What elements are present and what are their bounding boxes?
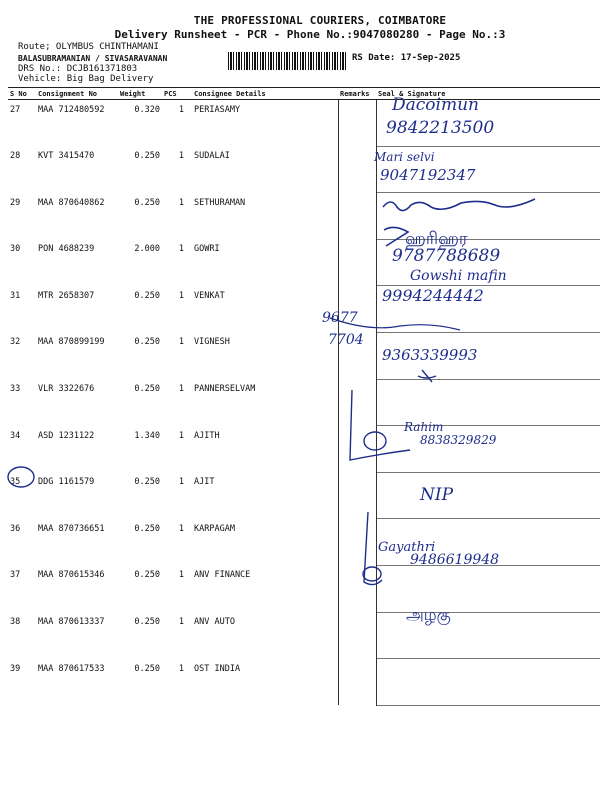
row-remarks [338, 426, 376, 473]
document-title: THE PROFESSIONAL COURIERS, COIMBATORE [193, 14, 447, 27]
signature-name-31: Gowshi mafin [410, 268, 507, 284]
row-pcs: 1 [178, 477, 184, 488]
row-sno: 39 [10, 663, 21, 674]
signature-phone-37: 9486619948 [410, 552, 500, 568]
row-weight: 0.250 [134, 290, 160, 301]
row-consignment-no: KVT 3415470 [38, 151, 95, 162]
row-consignee: VIGNESH [186, 332, 338, 379]
table-row [8, 100, 600, 147]
signature-phone-33: 9363339993 [382, 346, 478, 364]
signature-name-37: Gayathri [378, 540, 436, 555]
col-consignee: Consignee Details [186, 88, 338, 100]
table-row [8, 659, 600, 706]
row-consignment-no: MAA 870899199 [38, 337, 105, 348]
row-pcs: 1 [178, 523, 184, 534]
row-sno: 31 [10, 290, 21, 301]
row-consignment-no: MTR 2658307 [38, 290, 95, 301]
row-sno: 27 [10, 105, 21, 115]
drs-barcode [228, 52, 346, 70]
row-sno: 34 [10, 430, 21, 441]
row-sno: 30 [10, 244, 21, 255]
row-pcs: 1 [178, 197, 184, 208]
row-consignment-no: MAA 870640862 [38, 197, 105, 208]
row-sno: 28 [10, 151, 21, 162]
row-weight: 0.250 [134, 197, 160, 208]
table-row [8, 286, 600, 333]
row-remarks [338, 565, 376, 612]
signature-name-35: Rahim [404, 420, 444, 434]
row-consignee: ANV FINANCE [186, 565, 338, 612]
row-consignee: AJITH [186, 426, 338, 473]
table-row [8, 193, 600, 240]
col-consignment: Consignment No [36, 88, 118, 100]
row-sno: 38 [10, 617, 21, 628]
row-remarks [338, 100, 376, 147]
drs-number: DRS No.: DCJB161371803 [18, 64, 138, 74]
row-weight: 0.250 [134, 617, 160, 628]
signature-name-30: ஹரிஹர [405, 229, 468, 249]
row-weight: 0.250 [134, 523, 160, 534]
row-consignee: OST INDIA [186, 659, 338, 706]
table-row [8, 612, 600, 659]
signature-phone-32b: 7704 [328, 332, 364, 348]
row-sno: 35 [10, 477, 21, 488]
row-weight: 1.340 [134, 430, 160, 441]
signature-phone-28: 9047192347 [380, 166, 476, 184]
row-weight: 0.250 [134, 663, 160, 674]
table-row [8, 332, 600, 379]
row-consignment-no: MAA 870615346 [38, 570, 105, 581]
row-pcs: 1 [178, 617, 184, 628]
runsheet-rows [8, 100, 600, 706]
row-pcs: 1 [178, 290, 184, 301]
runsheet-subtitle: Delivery Runsheet - PCR - Phone No.:9047080280 - Page No.:3 [114, 28, 506, 41]
row-pcs: 1 [178, 151, 184, 162]
row-weight: 0.250 [134, 384, 160, 395]
row-consignment-no: DDG 1161579 [38, 477, 95, 488]
signature-phone-31: 9994244442 [382, 286, 484, 305]
table-row [8, 565, 600, 612]
col-pcs: PCS [162, 88, 186, 100]
row-consignment-no: ASD 1231122 [38, 430, 95, 441]
row-pcs: 1 [178, 430, 184, 441]
row-consignee: AJIT [186, 472, 338, 519]
row-remarks [338, 193, 376, 240]
row-pcs: 1 [178, 337, 184, 348]
row-consignee: GOWRI [186, 239, 338, 286]
col-sno: S No [8, 88, 36, 100]
col-weight: Weight [118, 88, 162, 100]
row-consignment-no: MAA 870617533 [38, 663, 105, 674]
row-consignee: PERIASAMY [186, 100, 338, 147]
signature-phone-35: 8838329829 [420, 433, 497, 447]
row-consignee: PANNERSELVAM [186, 379, 338, 426]
staff-names: BALASUBRAMANIAN / SIVASARAVANAN [18, 54, 168, 63]
signature-name-28: Mari selvi [374, 150, 435, 164]
row-seal-signature [376, 659, 600, 706]
row-remarks [338, 519, 376, 566]
table-row [8, 426, 600, 473]
table-row [8, 472, 600, 519]
row-pcs: 1 [178, 570, 184, 581]
row-sno: 36 [10, 523, 21, 534]
rs-date: RS Date: 17-Sep-2025 [352, 53, 461, 63]
row-weight: 0.250 [134, 337, 160, 348]
row-seal-signature [376, 472, 600, 519]
row-pcs: 1 [178, 663, 184, 674]
row-sno: 33 [10, 384, 21, 395]
row-consignment-no: MAA 712480592 [38, 105, 105, 115]
row-consignee: ANV AUTO [186, 612, 338, 659]
row-remarks [338, 239, 376, 286]
vehicle-label: Vehicle: Big Bag Delivery [18, 74, 154, 84]
signature-phone-32a: 9677 [322, 310, 358, 326]
row-sno: 37 [10, 570, 21, 581]
row-consignment-no: PON 4688239 [38, 244, 95, 255]
row-consignee: SETHURAMAN [186, 193, 338, 240]
row-weight: 0.250 [134, 151, 160, 162]
signature-phone-27: 9842213500 [386, 118, 495, 138]
runsheet-table [8, 87, 600, 706]
row-weight: 0.320 [134, 105, 160, 115]
col-remarks: Remarks [338, 88, 376, 100]
signature-note-36: NIP [420, 485, 454, 505]
row-consignment-no: MAA 870736651 [38, 523, 105, 534]
table-header-row [8, 88, 600, 100]
row-pcs: 1 [178, 105, 184, 115]
row-consignee: SUDALAI [186, 146, 338, 193]
signature-phone-30: 9787788689 [392, 246, 501, 266]
table-row [8, 519, 600, 566]
row-consignment-no: VLR 3322676 [38, 384, 95, 395]
table-row [8, 146, 600, 193]
row-pcs: 1 [178, 384, 184, 395]
row-weight: 0.250 [134, 477, 160, 488]
row-remarks [338, 146, 376, 193]
row-sno: 32 [10, 337, 21, 348]
row-remarks [338, 379, 376, 426]
signature-name-27: Dacoimun [392, 95, 479, 115]
row-pcs: 1 [178, 244, 184, 255]
row-remarks [338, 659, 376, 706]
row-remarks [338, 612, 376, 659]
row-consignee: VENKAT [186, 286, 338, 333]
row-seal-signature [376, 379, 600, 426]
signature-name-39: அழகு [406, 605, 451, 624]
route-label: Route; OLYMBUS CHINTHAMANI [18, 42, 159, 52]
row-weight: 2.000 [134, 244, 160, 255]
row-sno: 29 [10, 197, 21, 208]
table-row [8, 239, 600, 286]
col-seal-signature: Seal & Signature [376, 88, 600, 100]
row-remarks [338, 472, 376, 519]
row-weight: 0.250 [134, 570, 160, 581]
row-consignment-no: MAA 870613337 [38, 617, 105, 628]
row-consignee: KARPAGAM [186, 519, 338, 566]
table-row [8, 379, 600, 426]
